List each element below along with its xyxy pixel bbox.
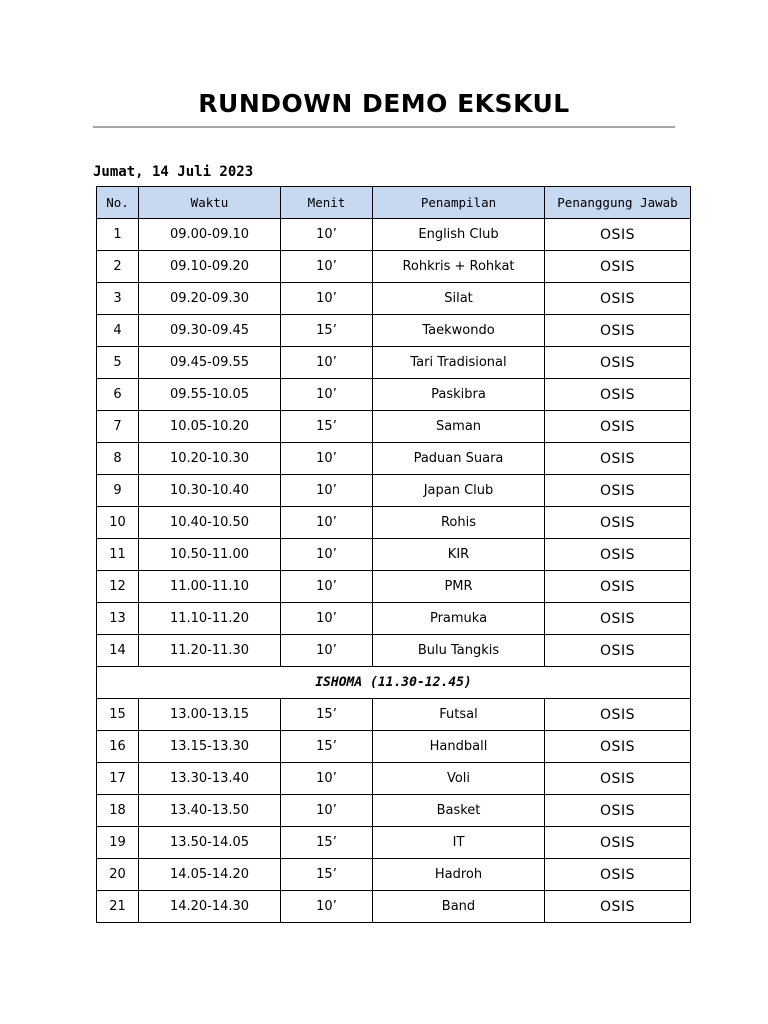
cell-penampilan: Futsal — [373, 699, 545, 731]
cell-waktu: 11.20-11.30 — [139, 635, 281, 667]
cell-penampilan: Rohis — [373, 507, 545, 539]
cell-penanggung-jawab: OSIS — [545, 731, 691, 763]
cell-penampilan: Silat — [373, 283, 545, 315]
cell-no: 11 — [97, 539, 139, 571]
cell-menit: 15’ — [281, 315, 373, 347]
cell-menit: 10’ — [281, 251, 373, 283]
cell-menit: 10’ — [281, 443, 373, 475]
cell-penampilan: Voli — [373, 763, 545, 795]
cell-no: 4 — [97, 315, 139, 347]
cell-menit: 15’ — [281, 731, 373, 763]
cell-penanggung-jawab: OSIS — [545, 219, 691, 251]
cell-penanggung-jawab: OSIS — [545, 411, 691, 443]
cell-menit: 15’ — [281, 827, 373, 859]
table-row — [97, 219, 691, 251]
break-label: ISHOMA (11.30-12.45) — [97, 667, 691, 699]
table-row — [97, 763, 691, 795]
cell-penampilan: KIR — [373, 539, 545, 571]
break-row — [97, 667, 691, 699]
cell-no: 8 — [97, 443, 139, 475]
cell-waktu: 13.30-13.40 — [139, 763, 281, 795]
cell-no: 2 — [97, 251, 139, 283]
cell-menit: 10’ — [281, 507, 373, 539]
table-header-row — [97, 187, 691, 219]
cell-no: 10 — [97, 507, 139, 539]
cell-menit: 10’ — [281, 219, 373, 251]
cell-no: 13 — [97, 603, 139, 635]
cell-penampilan: Rohkris + Rohkat — [373, 251, 545, 283]
cell-no: 3 — [97, 283, 139, 315]
cell-waktu: 11.10-11.20 — [139, 603, 281, 635]
cell-waktu: 14.05-14.20 — [139, 859, 281, 891]
cell-menit: 10’ — [281, 379, 373, 411]
cell-penampilan: Saman — [373, 411, 545, 443]
table-row — [97, 283, 691, 315]
table-row — [97, 603, 691, 635]
cell-penampilan: Hadroh — [373, 859, 545, 891]
header-menit: Menit — [281, 187, 373, 219]
cell-penampilan: English Club — [373, 219, 545, 251]
cell-penampilan: Paduan Suara — [373, 443, 545, 475]
document-title: RUNDOWN DEMO EKSKUL — [198, 89, 570, 118]
cell-penanggung-jawab: OSIS — [545, 891, 691, 923]
table-row — [97, 347, 691, 379]
table-row — [97, 571, 691, 603]
cell-waktu: 09.10-09.20 — [139, 251, 281, 283]
cell-penanggung-jawab: OSIS — [545, 763, 691, 795]
cell-penampilan: PMR — [373, 571, 545, 603]
cell-no: 5 — [97, 347, 139, 379]
cell-no: 6 — [97, 379, 139, 411]
cell-no: 9 — [97, 475, 139, 507]
cell-waktu: 13.15-13.30 — [139, 731, 281, 763]
cell-penanggung-jawab: OSIS — [545, 859, 691, 891]
cell-waktu: 10.50-11.00 — [139, 539, 281, 571]
cell-no: 19 — [97, 827, 139, 859]
header-waktu: Waktu — [139, 187, 281, 219]
header-penampilan: Penampilan — [373, 187, 545, 219]
cell-penanggung-jawab: OSIS — [545, 251, 691, 283]
cell-penanggung-jawab: OSIS — [545, 539, 691, 571]
table-row — [97, 507, 691, 539]
cell-no: 17 — [97, 763, 139, 795]
cell-penanggung-jawab: OSIS — [545, 795, 691, 827]
cell-penampilan: Taekwondo — [373, 315, 545, 347]
cell-penampilan: Pramuka — [373, 603, 545, 635]
table-row — [97, 891, 691, 923]
cell-penanggung-jawab: OSIS — [545, 635, 691, 667]
cell-penanggung-jawab: OSIS — [545, 475, 691, 507]
cell-menit: 15’ — [281, 411, 373, 443]
cell-penampilan: Band — [373, 891, 545, 923]
cell-penampilan: Tari Tradisional — [373, 347, 545, 379]
cell-waktu: 09.20-09.30 — [139, 283, 281, 315]
table-row — [97, 539, 691, 571]
rundown-table — [96, 186, 691, 923]
cell-no: 18 — [97, 795, 139, 827]
cell-penampilan: Paskibra — [373, 379, 545, 411]
event-date: Jumat, 14 Juli 2023 — [93, 164, 254, 180]
cell-no: 20 — [97, 859, 139, 891]
table-row — [97, 635, 691, 667]
cell-waktu: 09.30-09.45 — [139, 315, 281, 347]
cell-penanggung-jawab: OSIS — [545, 827, 691, 859]
table-row — [97, 315, 691, 347]
cell-penampilan: Bulu Tangkis — [373, 635, 545, 667]
cell-menit: 10’ — [281, 283, 373, 315]
cell-no: 21 — [97, 891, 139, 923]
table-row — [97, 475, 691, 507]
cell-penanggung-jawab: OSIS — [545, 699, 691, 731]
cell-menit: 10’ — [281, 539, 373, 571]
cell-penanggung-jawab: OSIS — [545, 315, 691, 347]
table-row — [97, 827, 691, 859]
cell-penanggung-jawab: OSIS — [545, 603, 691, 635]
cell-menit: 10’ — [281, 603, 373, 635]
cell-menit: 15’ — [281, 859, 373, 891]
cell-no: 1 — [97, 219, 139, 251]
cell-waktu: 11.00-11.10 — [139, 571, 281, 603]
cell-penanggung-jawab: OSIS — [545, 283, 691, 315]
table-row — [97, 731, 691, 763]
cell-waktu: 14.20-14.30 — [139, 891, 281, 923]
table-row — [97, 795, 691, 827]
header-penanggung-jawab: Penanggung Jawab — [545, 187, 691, 219]
cell-waktu: 10.40-10.50 — [139, 507, 281, 539]
cell-penampilan: Japan Club — [373, 475, 545, 507]
cell-menit: 10’ — [281, 891, 373, 923]
cell-no: 16 — [97, 731, 139, 763]
table-body — [97, 219, 691, 923]
cell-no: 7 — [97, 411, 139, 443]
cell-menit: 10’ — [281, 635, 373, 667]
cell-waktu: 10.20-10.30 — [139, 443, 281, 475]
cell-waktu: 13.40-13.50 — [139, 795, 281, 827]
table-row — [97, 411, 691, 443]
cell-menit: 10’ — [281, 571, 373, 603]
table-row — [97, 251, 691, 283]
cell-waktu: 13.00-13.15 — [139, 699, 281, 731]
cell-waktu: 09.45-09.55 — [139, 347, 281, 379]
header-no: No. — [97, 187, 139, 219]
cell-waktu: 09.55-10.05 — [139, 379, 281, 411]
cell-waktu: 09.00-09.10 — [139, 219, 281, 251]
table-row — [97, 699, 691, 731]
cell-penampilan: Basket — [373, 795, 545, 827]
cell-menit: 10’ — [281, 763, 373, 795]
cell-waktu: 10.30-10.40 — [139, 475, 281, 507]
cell-penanggung-jawab: OSIS — [545, 379, 691, 411]
cell-penanggung-jawab: OSIS — [545, 347, 691, 379]
table-row — [97, 859, 691, 891]
cell-waktu: 13.50-14.05 — [139, 827, 281, 859]
cell-penanggung-jawab: OSIS — [545, 507, 691, 539]
cell-penampilan: Handball — [373, 731, 545, 763]
cell-no: 12 — [97, 571, 139, 603]
table-row — [97, 379, 691, 411]
cell-penanggung-jawab: OSIS — [545, 443, 691, 475]
cell-no: 14 — [97, 635, 139, 667]
cell-penampilan: IT — [373, 827, 545, 859]
cell-waktu: 10.05-10.20 — [139, 411, 281, 443]
table-row — [97, 443, 691, 475]
cell-no: 15 — [97, 699, 139, 731]
cell-menit: 10’ — [281, 347, 373, 379]
cell-menit: 15’ — [281, 699, 373, 731]
title-underline — [93, 126, 675, 128]
cell-menit: 10’ — [281, 475, 373, 507]
cell-menit: 10’ — [281, 795, 373, 827]
cell-penanggung-jawab: OSIS — [545, 571, 691, 603]
